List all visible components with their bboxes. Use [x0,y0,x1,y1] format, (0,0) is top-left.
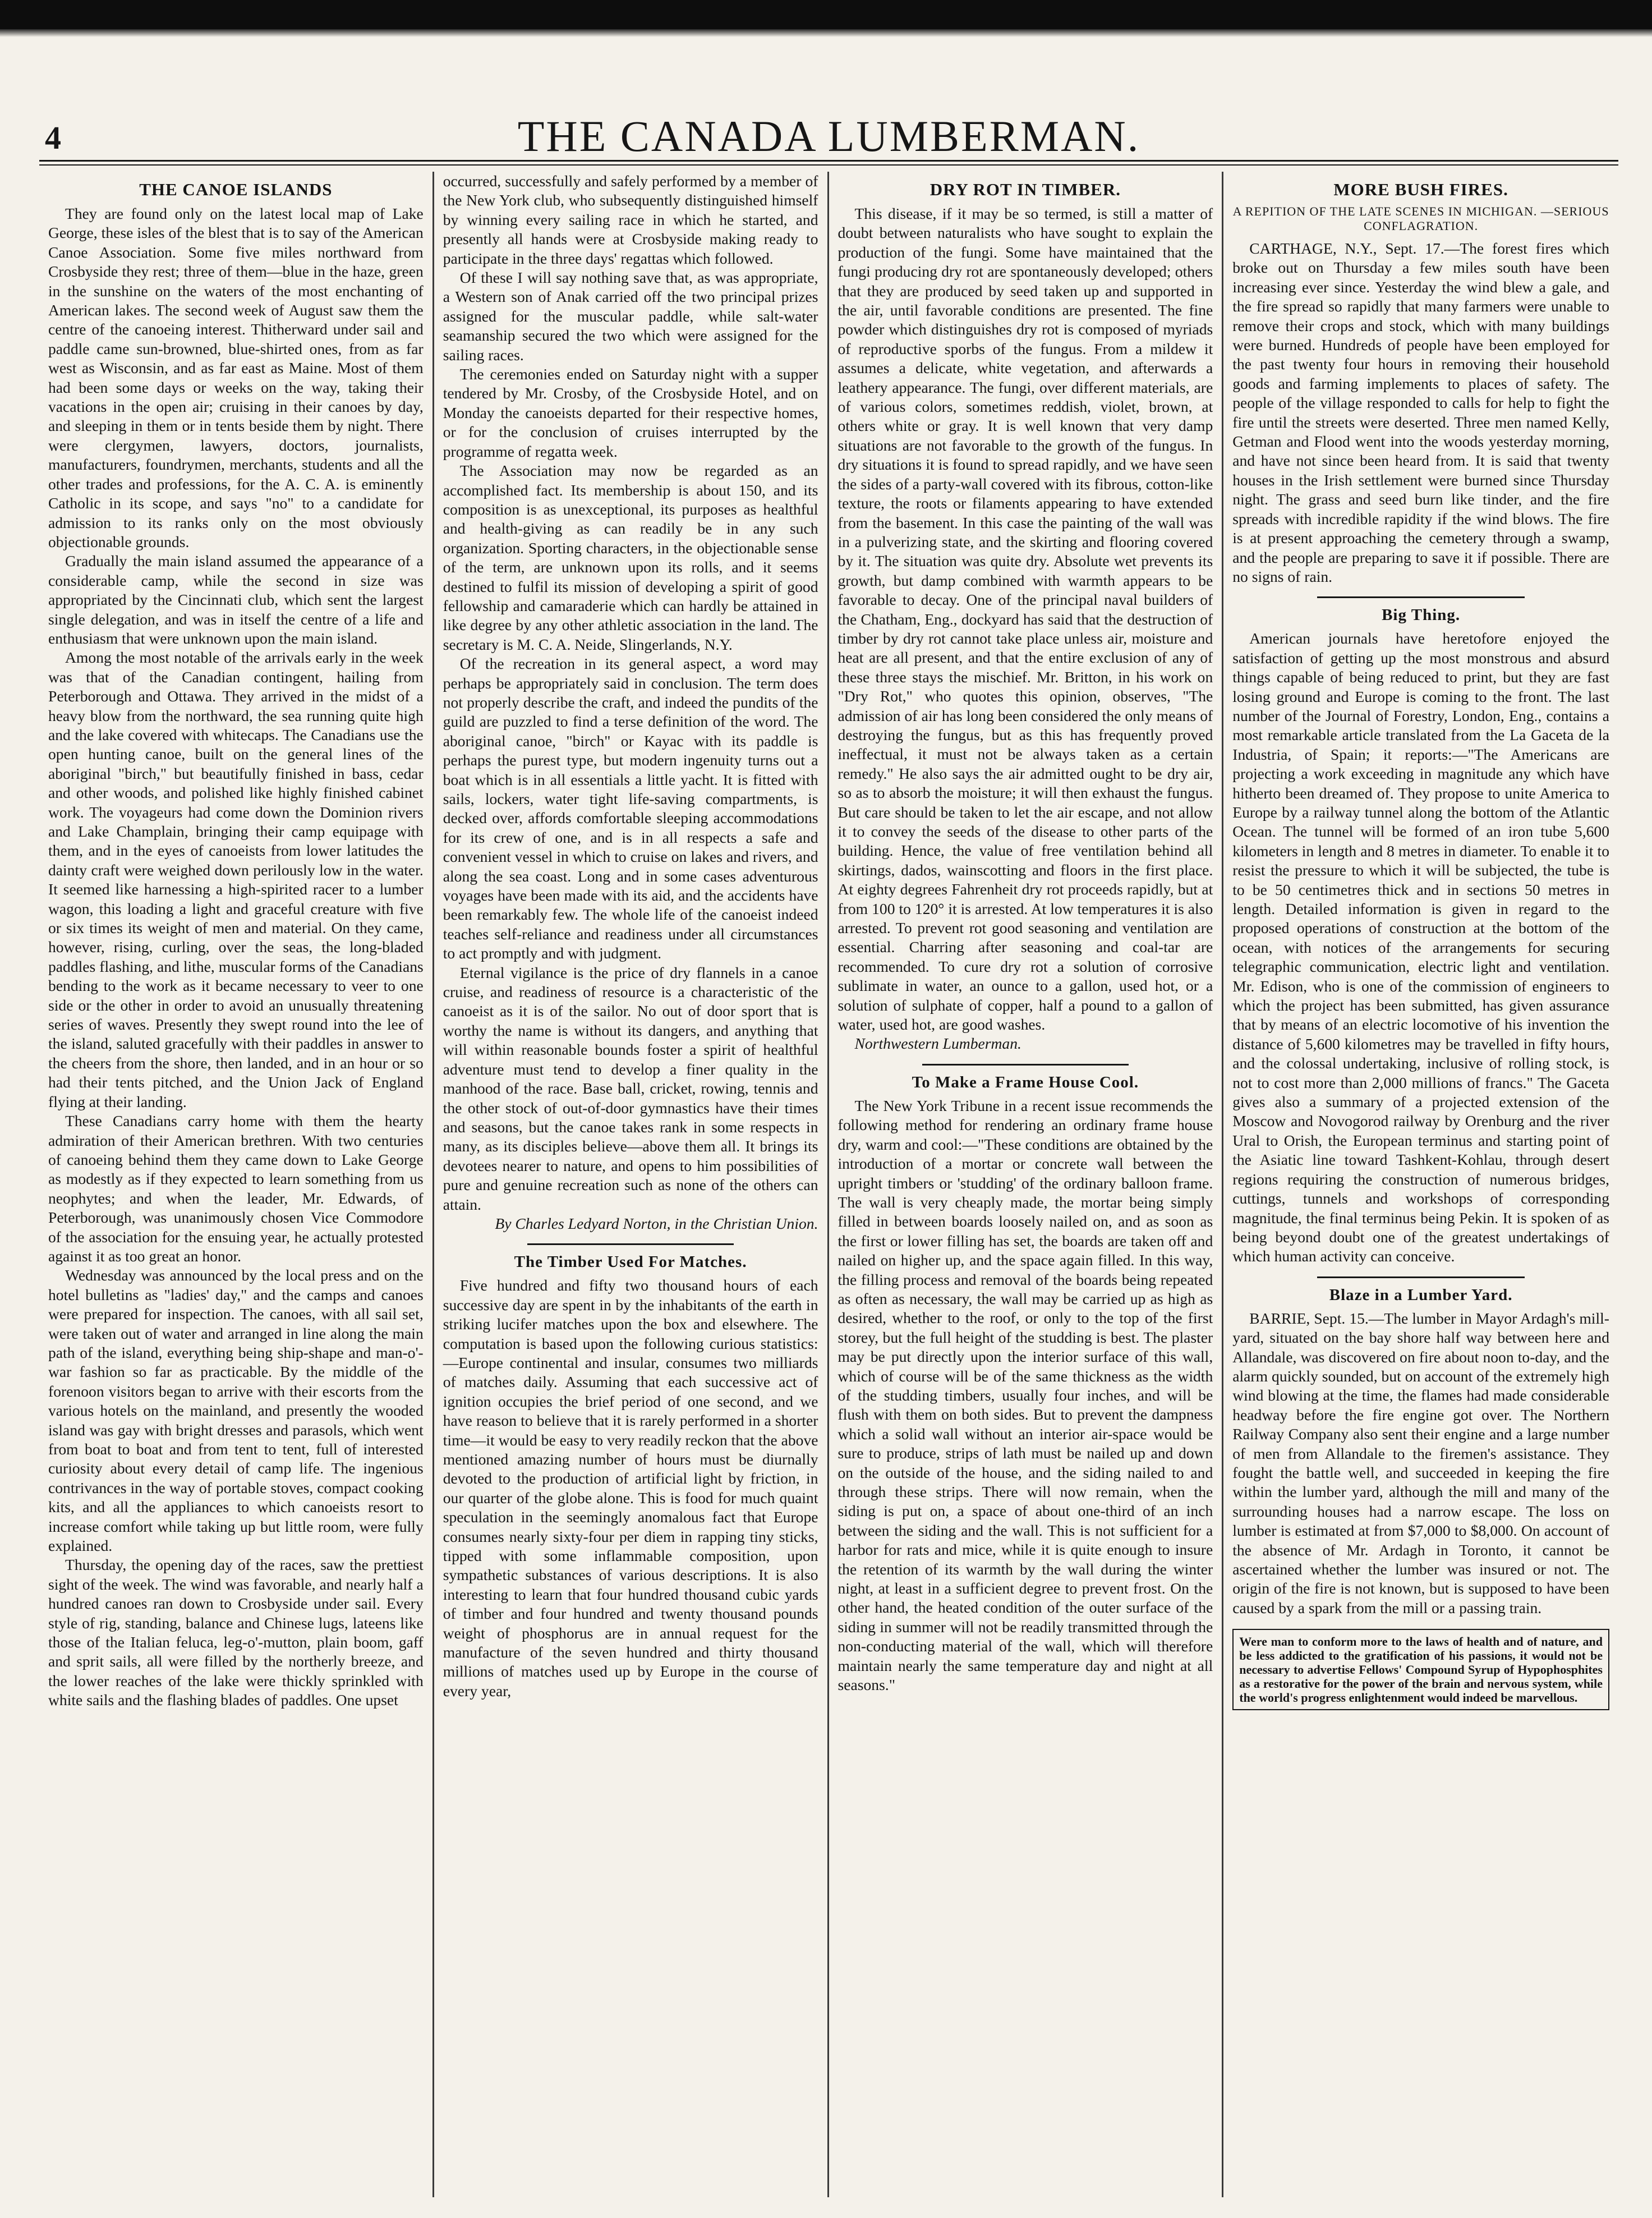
article-blaze-lumber-yard [1232,1286,1609,1618]
article-big-thing [1232,606,1609,1266]
page-top-shadow-fade [0,29,1652,37]
article-separator [922,1064,1129,1066]
page-top-shadow [0,0,1652,29]
article-separator [1317,1276,1524,1278]
header-rule [39,160,1618,162]
article-paragraph: The New York Tribune in a recent issue recommends the following method for rendering an ordinary frame house dry, warm and cool:—"These conditions are obtained by the introduction of a mortar or concrete wall between the upright timbers or 'studding' of the ordinary balloon frame. The wall is very cheaply made, the mortar being simply filled in between boards loosely nailed on, and as soon as the first or lower filling has set, the boards are taken off and nailed on higher up, and the space again filled. In this way, the filling process and removal of the boards being repeated as often as necessary, the wall may be carried up as high as desired, whether to the roof, or only to the top of the first storey, but the full height of the studding is best. The plaster may be put directly upon the interior surface of this wall, which of course will be of the same thickness as the width of the studding timbers, usually four inches, and will be flush with them on both sides. But to prevent the dampness which a solid wall without an interior air-space would be sure to produce, strips of lath must be nailed up and down on the outside of the house, and the siding nailed to and through these strips. There will now remain, when the siding is put on, a space of about one-third of an inch between the siding and the wall. This is not sufficient for a harbor for rats and mice, while it is quite enough to insure the retention of its warmth by the wall during the winter night, at least in a sufficient degree to prevent frost. On the other hand, the heated condition of the outer surface of the siding in summer will not be readily transmitted through the non-conducting material of the wall, which will therefore maintain nearly the same temperature day and night at all seasons." [837,1096,1213,1694]
article-headline: To Make a Frame House Cool. [912,1073,1139,1091]
article-body [48,204,424,1710]
column-2 [434,172,829,2197]
article-headline: Big Thing. [1382,606,1461,624]
article-canoe-islands-continued [443,172,818,1233]
article-frame-house [838,1073,1213,1695]
article-paragraph: The Association may now be regarded as an accomplished fact. Its membership is about 150, and its composition is as unexceptional, its purposes as healthful and health-giving as can readily be in any such organization. Sporting characters, in the objectionable sense of the term, are unknown upon its rolls, and it seems destined to fulfil its mission of developing a spirit of good fellowship and camaraderie which can hardly be attained in like degree by any other athletic association in the land. The secretary is M. C. A. Neide, Slingerlands, N.Y. [443,462,818,653]
article-paragraph: American journals have heretofore enjoyed the satisfaction of getting up the most monstrous and absurd things capable of being reduced to print, but they are fast losing ground and Europe is coming to the front. The last number of the Journal of Forestry, London, Eng., contains a most remarkable article translated from the La Gaceta de la Industria, of Spain; it reports:—"The Americans are projecting a work exceeding in magnitude any which have hitherto been dreamed of. They propose to unite America to Europe by a railway tunnel along the bottom of the Atlantic Ocean. The tunnel will be formed of an iron tube 5,600 kilometers in length and 8 metres in diameter. To enable it to resist the pressure to which it will be subjected, the tube is to be 50 centimetres thick and in sections 50 metres in length. Detailed information is given in regard to the proposed operations of construction at the bottom of the ocean, with notices of the arrangements for securing telegraphic communication, electric light and ventilation. Mr. Edison, who is one of the commission of engineers to which the project has been submitted, has given assurance that by means of an electric locomotive of his invention the distance of 5,600 kilometres may be travelled in fifty hours, and the colossal undertaking, inclusive of rolling stock, is not to cost more than 2,000 millions of francs." The Gaceta gives also a summary of a projected extension of the Moscow and Novogorod railway by Orenburg and the river Ural to Orish, the European terminus and starting point of the Asiatic line toward Tashkent-Kohlau, through desert regions requiring the construction of numerous bridges, cuttings, tunnels and workshops of corresponding magnitude, the final terminus being Pekin. It is spoken of as being beyond doubt one of the greatest undertakings of which human activity can conceive. [1232,630,1609,1265]
article-paragraph: BARRIE, Sept. 15.—The lumber in Mayor Ardagh's mill-yard, situated on the bay shore half way between here and Allandale, was discovered on fire about noon to-day, and the alarm quickly sounded, but on account of the extremely high wind blowing at the time, the flames had made considerable headway before the fire engine got over. The Northern Railway Company also sent their engine and a large number of men from Allandale to the firemen's assistance. They fought the battle well, and succeeded in keeping the fire within the lumber yard, although the mill and many of the surrounding houses had a narrow escape. The loss on lumber is estimated at from $7,000 to $8,000. On account of the absence of Mr. Ardagh in Toronto, it cannot be ascertained whether the lumber was insured or not. The origin of the fire is not known, but is supposed to have been caused by a spark from the mill or a passing train. [1232,1309,1609,1617]
article-paragraph: Among the most notable of the arrivals early in the week was that of the Canadian contingent, hailing from Peterborough and Ottawa. They arrived in the midst of a heavy blow from the northward, the sea running quite high and the lake covered with whitecaps. The Canadians use the open hunting canoe, built on the general lines of the aboriginal "birch," but beautifully finished in bass, cedar and other woods, and polished like highly finished cabinet work. The voyageurs had come down the Dominion rivers and Lake Champlain, bringing their camp equipage with them, and in the eyes of canoeists from lower latitudes the dainty craft were weighed down perilously low in the water. It seemed like harnessing a high-spirited racer to a lumber wagon, this loading a light and graceful creature with five or six times its weight of men and material. On they came, however, rising, curling, over the seas, the long-bladed paddles flashing, and lithe, muscular forms of the Canadians bending to the work as it became necessary to veer to one side or the other in order to avoid an unusually threatening series of waves. Presently they swept round into the lee of the island, saluted gracefully with their paddles in answer to the cheers from the shore, then landed, and in an hour or so had their tents pitched, and the Union Jack of England flying at their landing. [48,649,424,1110]
advertisement-notice: Were man to conform more to the laws of health and of nature, and be less addicted to the gratification of his passions, it would not be necessary to advertise Fellows' Compound Syrup of Hypophosphites as a restorative for the power of the brain and nervous system, while the world's progress enlightenment would indeed be marvellous. [1232,1629,1609,1710]
article-paragraph: Wednesday was announced by the local press and on the hotel bulletins as "ladies' day," and the camps and canoes were prepared for inspection. The canoes, with all sail set, were taken out of water and arranged in line along the main path of the island, everything being ship-shape and man-o'-war fashion so far as practicable. By the middle of the forenoon visitors began to arrive with their escorts from the various hotels on the mainland, and presently the wooded island was gay with bright dresses and parasols, which went from boat to boat and from tent to tent, full of interested curiosity about every detail of camp life. The ingenious contrivances in the way of portable stoves, compact cooking kits, and all the appliances to which canoeists resort to increase comfort while taking up but little room, were fully explained. [48,1266,424,1555]
page-number: 4 [45,120,61,156]
article-timber-matches [443,1253,818,1701]
article-body [838,1096,1213,1695]
article-paragraph: This disease, if it may be so termed, is still a matter of doubt between naturalists who have sought to explain the production of the fungi. Some have maintained that the fungi producing dry rot are spontaneously developed; others that they are produced by seed taken up and supported in the air, until favorable conditions are presented. The fine powder which distinguishes dry rot is composed of myriads of reproductive sporbs of the fungus. From a mildew it assumes a delicate, white vegetation, and afterwards a leathery appearance. The fungi, over different materials, are of various colors, sometimes reddish, violet, brown, at others white or gray. It is well known that very damp situations are not favorable to the growth of the fungus. In dry situations it is found to spread rapidly, and we have seen the sides of a party-wall covered with its fibrous, cotton-like texture, the roots or filaments appearing to have extended from the basement. In this case the painting of the wall was in a pulverizing state, and the skirting and flooring covered by it. The situation was quite dry. Absolute wet prevents its growth, but damp combined with warmth appears to be favorable to decay. One of the principal naval builders of the Chatham, Eng., dockyard has said that the destruction of timber by dry rot cannot take place unless air, moisture and heat are all present, and that the entire exclusion of any of these three stays the mischief. Mr. Britton, in his work on "Dry Rot," who quotes this opinion, observes, "The admission of air has long been considered the only means of destroying the fungus, but as this has frequently proved ineffectual, it must not be always taken as a certain remedy." He also says the air admitted ought to be dry air, so as to absorb the moisture; it will then exhaust the fungus. But care should be taken to let the air escape, and not allow it to convey the seeds of the disease to other parts of the building. Hence, the value of free ventilation behind all skirtings, dados, wainscotting and floors in the first place. At eighty degrees Fahrenheit dry rot proceeds rapidly, but at from 100 to 120° it is arrested. At low temperatures it is also arrested. To prevent rot good seasoning and ventilation are essential. Charring after seasoning and coal-tar are recommended. To cure dry rot a solution of corrosive sublimate in water, an ounce to a gallon, used hot, or a solution of sulphate of copper, half a pound to a gallon of water, used hot, are good washes. [837,205,1213,1034]
article-signature: Northwestern Lumberman. [854,1035,1021,1053]
article-headline: DRY ROT IN TIMBER. [929,180,1121,199]
article-signature: By Charles Ledyard Norton, in the Christian Union. [495,1214,818,1232]
masthead-title: THE CANADA LUMBERMAN. [517,112,1140,160]
article-paragraph: Gradually the main island assumed the appearance of a considerable camp, while the second in size was appropriated by the Cincinnati club, which sent the largest single delegation, and was in itself the centre of a life and enthusiasm that were unknown upon the main island. [48,552,424,647]
article-dry-rot [838,180,1213,1054]
page-header [39,90,1618,163]
header-rule-thin [39,164,1618,166]
article-subheadline: A REPITION OF THE LATE SCENES IN MICHIGAN. —SERIOUS CONFLAGRATION. [1232,204,1609,233]
article-paragraph: occurred, successfully and safely performed by a member of the New York club, who subsequently distinguished himself by winning every sailing race in which he started, and presently all hands were at Crosbyside making ready to participate in the three days' regattas which followed. [443,172,818,267]
article-separator [527,1243,734,1245]
article-paragraph: Of these I will say nothing save that, as was appropriate, a Western son of Anak carried off the two principal prizes assigned for the muscular paddle, while salt-water seamanship secured the two which were assigned for the sailing races. [443,269,818,364]
article-body [443,1276,818,1701]
article-headline: The Timber Used For Matches. [514,1253,747,1271]
article-body [1232,239,1609,586]
article-paragraph: Five hundred and fifty two thousand hours of each successive day are spent in by the inhabitants of the earth in striking lucifer matches upon the box and elsewhere. The computation is based upon the following curious statistics:—Europe continental and insular, consumes two milliards of matches daily. Assuming that each successive act of ignition occupies the brief period of one second, and we have reason to believe that it is rarely performed in a shorter time—it would be easy to very readily reckon that the above mentioned amazing number of hours must be diurnally devoted to the production of artificial light by friction, in our quarter of the globe alone. This is food for much quaint speculation in the seemingly anomalous fact that Europe consumes nearly sixty-four per diem in rapping tiny sticks, tipped with some inflammable composition, upon sympathetic substances of various descriptions. It is also interesting to learn that four hundred thousand cubic yards of timber and four hundred and twenty thousand pounds weight of phosphorus are in annual request for the manufacture of the seven hundred and thirty thousand millions of matches used up by Europe in the course of every year, [443,1276,818,1700]
article-separator [1317,596,1524,598]
article-body [838,204,1213,1054]
article-body [1232,629,1609,1266]
column-3 [829,172,1224,2197]
article-paragraph: Thursday, the opening day of the races, saw the prettiest sight of the week. The wind was favorable, and nearly half a hundred canoes ran down to Crosbyside under sail. Every style of rig, standing, balance and Chinese lugs, lateens like those of the Italian feluca, leg-o'-mutton, plain boom, gaff and sprit sails, all were filled by the northerly breeze, and the lower reaches of the lake were thickly sprinkled with white sails and the flashing blades of paddles. One upset [48,1556,424,1709]
article-paragraph: CARTHAGE, N.Y., Sept. 17.—The forest fires which broke out on Thursday a few miles south have been increasing ever since. Yesterday the wind blew a gale, and the fire spread so rapidly that many farmers were unable to remove their crops and stock, which with many buildings were burned. Hundreds of people have been employed for the past twenty four hours in removing their household goods and farming implements to places of safety. The people of the village responded to calls for help to fight the fire until the streets were deserted. Three men named Kelly, Getman and Flood went into the woods yesterday morning, and have not since been heard from. It is said that twenty houses in the Irish settlement were burned since Thursday night. The grass and seed burn like tinder, and the fire spreads with incredible rapidity if the wind blows. The fire is at present approaching the cemetery through a swamp, and the people are preparing to save it if possible. There are no signs of rain. [1232,240,1609,585]
article-headline: MORE BUSH FIRES. [1333,180,1508,199]
article-paragraph: Of the recreation in its general aspect, a word may perhaps be appropriately said in conclusion. The term does not properly describe the craft, and indeed the pundits of the guild are puzzled to find a terse definition of the word. The aboriginal canoe, "birch" or Kayac with its paddle is perhaps the purest type, but modern ingenuity turns out a boat which is in all essentials a little yacht. It is fitted with sails, lockers, water tight life-saving compartments, is decked over, affords comfortable sleeping accommodations for its crew of one, and is in all respects a safe and convenient vessel in which to cruise on lakes and rivers, and along the sea coast. Long and in some cases adventurous voyages have been made with its aid, and the accidents have been remarkably few. The whole life of the canoeist indeed teaches self-reliance and readiness under all circumstances to act promptly and with judgment. [443,655,818,962]
article-body [1232,1309,1609,1618]
column-4 [1223,172,1618,2197]
newspaper-columns [39,172,1618,2197]
article-paragraph: They are found only on the latest local map of Lake George, these isles of the blest that is to say of the American Canoe Association. Some five miles northward from Crosbyside they rest; three of them—blue in the haze, green in the sunshine on the waters of the most enchanting of American lakes. The second week of August saw them the centre of the canoeing interest. Thitherward under sail and paddle came sun-browned, blue-shirted ones, from as far west as Wisconsin, and as far east as Maine. Most of them had been some days or weeks on the way, taking their vacations in the open air; cruising in their canoes by day, and sleeping in them or in tents beside them by night. There were clergymen, lawyers, doctors, journalists, manufacturers, foundrymen, merchants, students and all the other trades and professions, for the A. C. A. is eminently Catholic in its scope, and says "no" to a candidate for admission to its ranks only on the most obviously objectionable grounds. [48,205,424,550]
article-bush-fires [1232,180,1609,586]
article-canoe-islands [48,180,424,1710]
article-headline: Blaze in a Lumber Yard. [1329,1285,1513,1304]
article-paragraph: The ceremonies ended on Saturday night with a supper tendered by Mr. Crosby, of the Crosbyside Hotel, and on Monday the canoeists departed for their respective homes, or for the conclusion of cruises interrupted by the programme of regatta week. [443,365,818,460]
article-paragraph: Eternal vigilance is the price of dry flannels in a canoe cruise, and readiness of resource is a characteristic of the canoeist as it is of the sailor. No out of door sport that is worthy the name is without its dangers, and anything that will within reasonable bounds foster a spirit of healthful adventure must tend to develop a finer quality in the manhood of the race. Base ball, cricket, rowing, tennis and the other stock of out-of-door gymnastics have their times and seasons, but the canoe takes rank in some respects in many, as its disciples believe—above them all. It brings its devotees nearer to nature, and opens to him possibilities of pure and genuine recreation such as none of the others can attain. [443,963,818,1213]
article-headline: THE CANOE ISLANDS [139,180,333,199]
article-body [443,172,818,1233]
article-paragraph: These Canadians carry home with them the hearty admiration of their American brethren. With two centuries of canoeing behind them they came down to Lake George as modestly as if they expected to learn something from us neophytes; and when the leader, Mr. Edwards, of Peterborough, was unanimously chosen Vice Commodore of the association for the ensuing year, he actually protested against it as too great an honor. [48,1112,424,1265]
column-1 [39,172,434,2197]
